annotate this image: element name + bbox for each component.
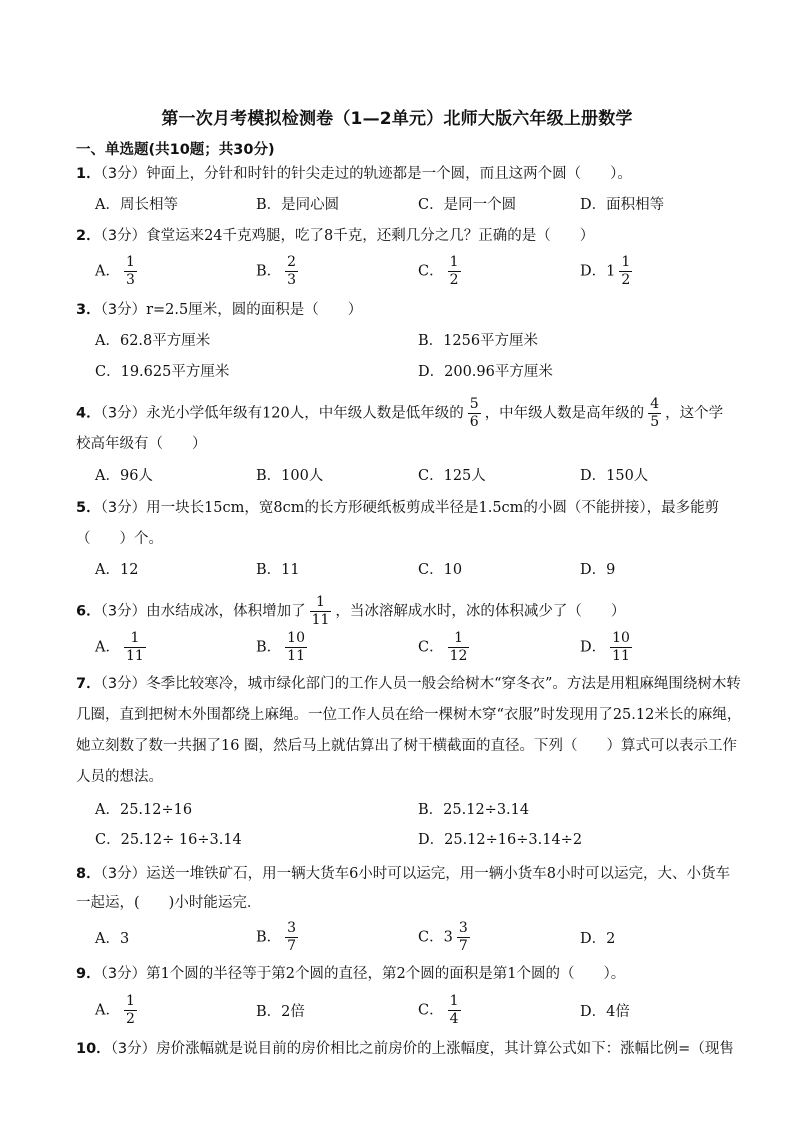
q7-option-d: D．25.12÷16÷3.14÷2 [418,832,583,848]
fraction: $\frac{3}{7}$ [287,920,297,954]
fraction: $\frac{1}{2}$ [449,254,459,288]
q3-option-b: B．1256平方厘米 [418,333,539,349]
fraction: $\frac{1}{12}$ [449,630,468,664]
q9-option-d: D．4倍 [580,1004,630,1020]
fraction: $\frac{1}{11}$ [125,630,144,664]
question-10: 10．（3分）房价涨幅就是说目前的房价相比之前房价的上涨幅度，其计算公式如下：涨幅比例=（现售 [76,1041,734,1057]
q5-option-b: B．11 [256,562,300,578]
fraction: $\frac{2}{3}$ [287,254,297,288]
q4-option-a: A．96人 [95,468,153,484]
fraction: $\frac{1}{2}$ [125,993,135,1027]
q6-option-a: A． $\frac{1}{11}$ [95,630,144,664]
fraction: $\frac{1}{2}$ [621,254,631,288]
question-4-continued: 校高年级有（ ） [76,436,207,452]
question-3: 3．（3分）r=2.5厘米，圆的面积是（ ） [76,302,363,318]
question-5: 5．（3分）用一块长15cm，宽8cm的长方形硬纸板剪成半径是1.5cm的小圆（不能拼接），最多能剪 [76,500,720,516]
question-6: 6．（3分）由水结成冰，体积增加了 $\frac{1}{11}$ ，当冰溶解成水时，冰的体积减少了（ ） [76,594,626,628]
question-1: 1．（3分）钟面上，分针和时针的针尖走过的轨迹都是一个圆，而且这两个圆（ ）。 [76,166,632,182]
q4-option-d: D．150人 [580,468,649,484]
q1-option-b: B．是同心圆 [256,197,340,213]
q9-option-b: B．2倍 [256,1004,305,1020]
q4-option-c: C．125人 [418,468,486,484]
q2-option-b: B． $\frac{2}{3}$ [256,254,297,288]
question-1-text: 钟面上，分针和时针的针尖走过的轨迹都是一个圆，而且这两个圆（ ）。 [146,166,632,182]
question-5-continued: （ ）个。 [76,531,163,547]
fraction: $\frac{1}{11}$ [311,594,330,628]
question-8-continued: 一起运，( )小时能运完． [76,895,262,911]
q2-option-d: D．1 $\frac{1}{2}$ [580,254,631,288]
question-2: 2．（3分）食堂运来24千克鸡腿，吃了8千克，还剩几分之几？正确的是（ ） [76,228,595,244]
page-title: 第一次月考模拟检测卷（1—2单元）北师大版六年级上册数学 [161,109,633,129]
q3-option-c: C．19.625平方厘米 [95,364,230,380]
q1-option-a: A．周长相等 [95,197,178,213]
q6-option-b: B． $\frac{10}{11}$ [256,630,305,664]
q9-option-c: C． $\frac{1}{4}$ [418,993,459,1027]
question-7-continued-3: 人员的想法。 [76,769,163,785]
fraction: $\frac{10}{11}$ [287,630,305,664]
q6-option-c: C． $\frac{1}{12}$ [418,630,468,664]
q3-option-a: A．62.8平方厘米 [95,333,211,349]
q5-option-d: D．9 [580,562,616,578]
question-3-text: r=2.5厘米，圆的面积是（ ） [146,302,363,318]
q1-option-c: C．是同一个圆 [418,197,517,213]
q6-option-d: D． $\frac{10}{11}$ [580,630,630,664]
question-7-continued-2: 她立刻数了数一共捆了16 圈，然后马上就估算出了树干横截面的直径。下列（ ）算式可以表示工作 [76,738,738,754]
q3-option-d: D．200.96平方厘米 [418,364,553,380]
q7-option-b: B．25.12÷3.14 [418,802,530,818]
q8-option-a: A．3 [95,931,130,947]
question-2-text: 食堂运来24千克鸡腿，吃了8千克，还剩几分之几？正确的是（ ） [146,228,595,244]
q8-option-b: B． $\frac{3}{7}$ [256,920,297,954]
q4-option-b: B．100人 [256,468,324,484]
question-7: 7．（3分）冬季比较寒冷，城市绿化部门的工作人员一般会给树木“穿冬衣”。方法是用粗麻绳围绕树木转 [76,676,741,692]
q7-option-a: A．25.12÷16 [95,802,193,818]
q1-option-d: D．面积相等 [580,197,665,213]
q7-option-c: C．25.12÷ 16÷3.14 [95,832,242,848]
q2-option-c: C． $\frac{1}{2}$ [418,254,459,288]
fraction: $\frac{4}{5}$ [650,396,660,430]
fraction: $\frac{5}{6}$ [469,396,479,430]
question-7-continued-1: 几圈，直到把树木外围都绕上麻绳。一位工作人员在给一棵树木穿“衣服”时发现用了25.12米长的麻绳， [76,707,742,723]
q8-option-d: D．2 [580,931,616,947]
q9-option-a: A． $\frac{1}{2}$ [95,993,135,1027]
q5-option-c: C．10 [418,562,463,578]
question-4: 4．（3分）永光小学低年级有120人，中年级人数是低年级的 $\frac{5}{6}$ ，中年级人数是高年级的 $\frac{4}{5}$ ，这个学 [76,396,724,430]
fraction: $\frac{10}{11}$ [612,630,630,664]
section-heading: 一、单选题(共10题；共30分) [76,142,275,158]
q5-option-a: A．12 [95,562,139,578]
q2-option-a: A． $\frac{1}{3}$ [95,254,135,288]
q8-option-c: C．3 $\frac{3}{7}$ [418,920,468,954]
question-8: 8．（3分）运送一堆铁矿石，用一辆大货车6小时可以运完，用一辆小货车8小时可以运完，大、小货车 [76,866,731,882]
fraction: $\frac{1}{3}$ [125,254,135,288]
question-9: 9．（3分）第1个圆的半径等于第2个圆的直径，第2个圆的面积是第1个圆的（ ）。 [76,966,626,982]
fraction: $\frac{3}{7}$ [458,920,468,954]
fraction: $\frac{1}{4}$ [449,993,459,1027]
